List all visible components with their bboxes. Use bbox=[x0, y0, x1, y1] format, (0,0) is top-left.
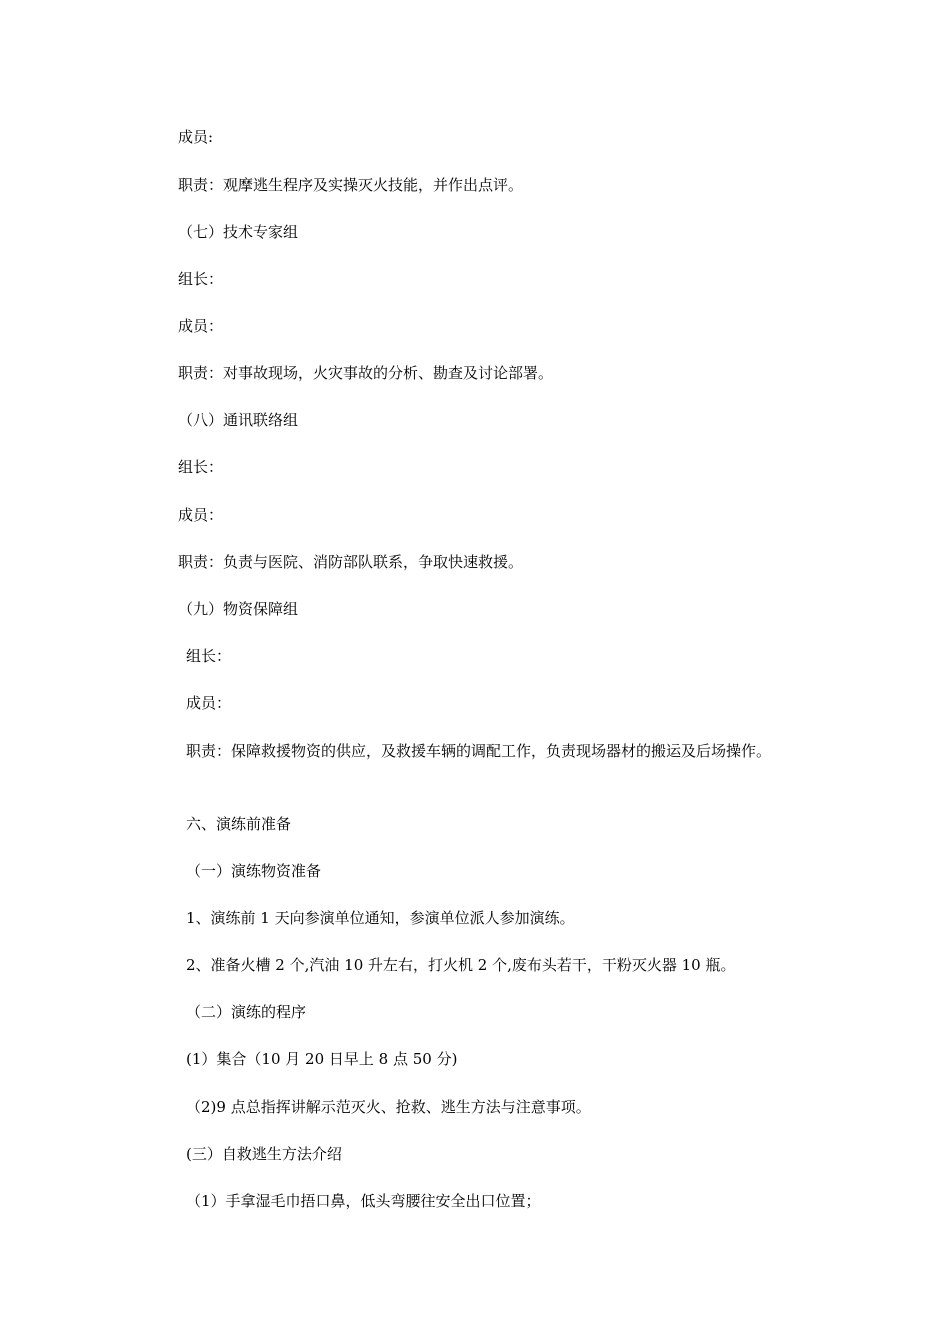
text-line: 职责：观摩逃生程序及实操灭火技能，并作出点评。 bbox=[178, 176, 524, 194]
text-line: 组长： bbox=[178, 270, 224, 288]
text-line: 组长： bbox=[186, 647, 232, 665]
section-heading: （一）演练物资准备 bbox=[186, 862, 322, 880]
section-heading: 六、演练前准备 bbox=[186, 815, 292, 833]
section-heading: （八）通讯联络组 bbox=[178, 411, 299, 429]
section-heading: (三）自救逃生方法介绍 bbox=[186, 1145, 342, 1163]
text-line: 成员： bbox=[178, 317, 224, 335]
section-heading: （九）物资保障组 bbox=[178, 600, 299, 618]
text-line: 成员: bbox=[178, 128, 214, 146]
text-line: 成员： bbox=[178, 506, 224, 524]
text-line: 成员： bbox=[186, 694, 232, 712]
text-line: 组长： bbox=[178, 458, 224, 476]
section-heading: （七）技术专家组 bbox=[178, 223, 299, 241]
text-line: 职责：负责与医院、消防部队联系，争取快速救援。 bbox=[178, 553, 524, 571]
text-line: （1）手拿湿毛巾捂口鼻，低头弯腰往安全出口位置； bbox=[186, 1192, 541, 1210]
section-heading: （二）演练的程序 bbox=[186, 1003, 307, 1021]
text-line: (1）集合（10 月 20 日早上 8 点 50 分) bbox=[186, 1050, 458, 1068]
text-line: 1、演练前 1 天向参演单位通知，参演单位派人参加演练。 bbox=[186, 909, 575, 927]
text-line: （2)9 点总指挥讲解示范灭火、抢救、逃生方法与注意事项。 bbox=[186, 1098, 591, 1116]
text-line: 职责：对事故现场，火灾事故的分析、勘查及讨论部署。 bbox=[178, 364, 554, 382]
paragraph: 职责：保障救援物资的供应，及救援车辆的调配工作，负责现场器材的搬运及后场操作。 bbox=[186, 742, 772, 760]
text-line: 2、准备火槽 2 个,汽油 10 升左右，打火机 2 个,废布头若干，干粉灭火器 10 瓶。 bbox=[186, 956, 736, 974]
